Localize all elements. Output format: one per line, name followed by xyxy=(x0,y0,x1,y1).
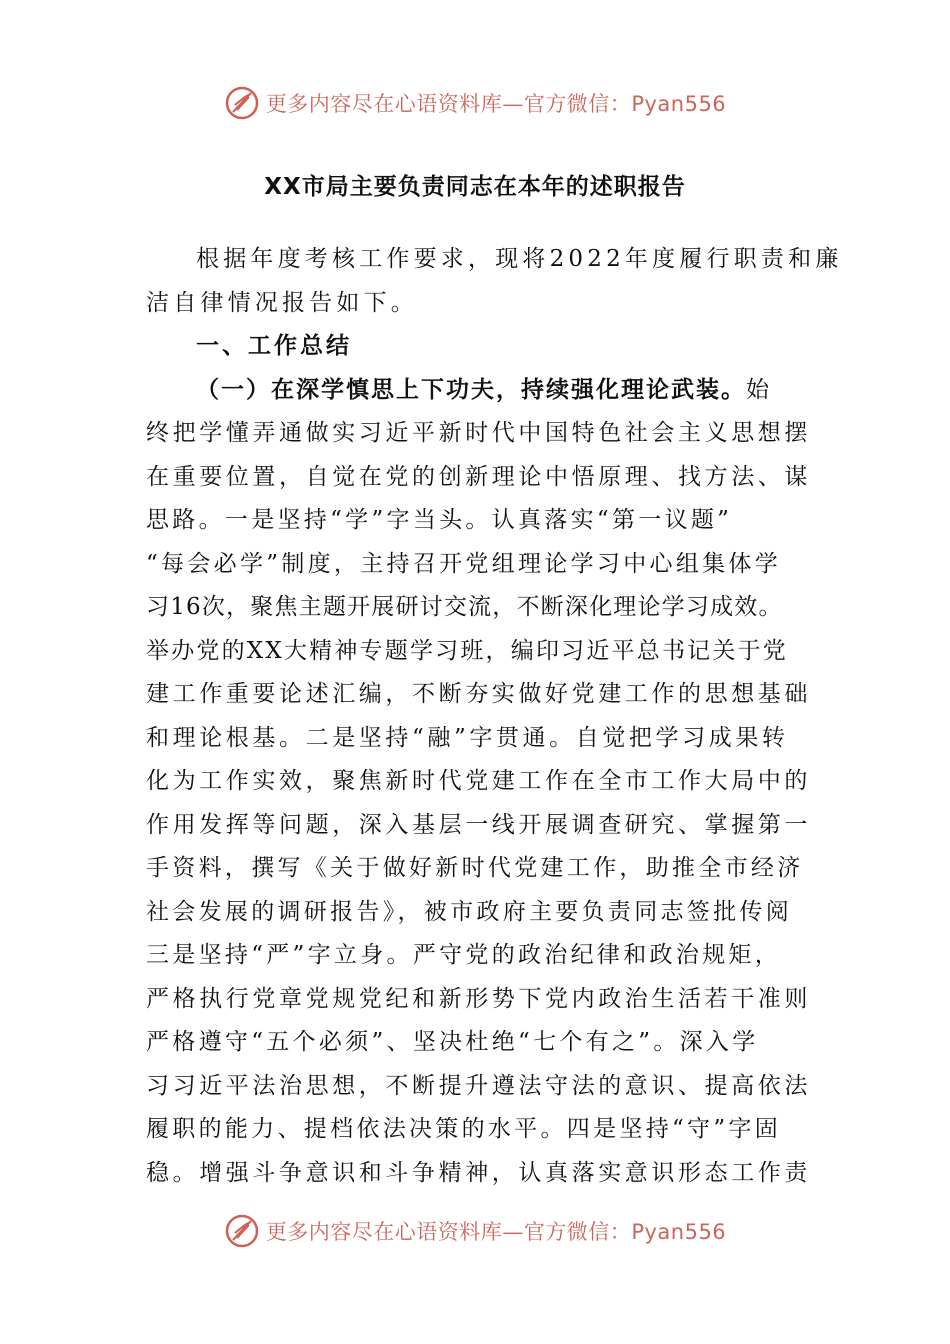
subsection-line xyxy=(146,369,806,413)
banner-dash: — xyxy=(502,1220,524,1244)
banner-handle: Pyan556 xyxy=(631,1220,727,1244)
paragraph-line: 习16次，聚焦主题开展研讨交流，不断深化理论学习成效。 xyxy=(146,594,783,620)
banner-handle: Pyan556 xyxy=(631,92,727,116)
paragraph-line: 思路。一是坚持“学”字当头。认真落实“第一议题” xyxy=(146,507,733,533)
paragraph-line: 举办党的XX大精神专题学习班，编印习近平总书记关于党 xyxy=(146,637,788,664)
footer-banner xyxy=(0,1206,950,1256)
subsection-heading: （一）在深学慎思上下功夫，持续强化理论武装。 xyxy=(196,376,746,403)
banner-text xyxy=(266,1216,726,1246)
banner-sub: 官方微信： xyxy=(523,92,632,116)
paragraph-line: 严格遵守“五个必须”、坚决杜绝“七个有之”。深入学 xyxy=(146,1029,759,1055)
paragraph-line: 习习近平法治思想，不断提升遵法守法的意识、提高依法 xyxy=(146,1072,811,1099)
section-heading: 一、工作总结 xyxy=(196,333,352,359)
document-body xyxy=(146,238,843,1195)
paragraph-line: 根据年度考核工作要求，现将2022年度履行职责和廉 xyxy=(196,246,843,272)
quill-logo-icon xyxy=(224,1213,260,1249)
paragraph-line: 化为工作实效，聚焦新时代党建工作在全市工作大局中的 xyxy=(146,768,811,794)
header-banner xyxy=(0,78,950,128)
paragraph-line: 稳。增强斗争意识和斗争精神，认真落实意识形态工作责 xyxy=(146,1159,811,1186)
paragraph-line: 三是坚持“严”字立身。严守党的政治纪律和政治规矩， xyxy=(146,942,782,968)
banner-dash: — xyxy=(502,92,524,116)
paragraph-line: 和理论根基。二是坚持“融”字贯通。自觉把学习成果转 xyxy=(146,724,789,751)
paragraph-line: 社会发展的调研报告》，被市政府主要负责同志签批传阅 xyxy=(146,898,792,925)
paragraph-line: 履职的能力、提档依法决策的水平。四是坚持“守”字固 xyxy=(146,1116,782,1142)
quill-logo-icon xyxy=(224,85,260,121)
paragraph-line: “每会必学”制度，主持召开党组理论学习中心组集体学 xyxy=(146,550,782,577)
banner-main: 更多内容尽在心语资料库 xyxy=(265,92,503,116)
banner-main: 更多内容尽在心语资料库 xyxy=(265,1220,503,1244)
paragraph-line: 终把学懂弄通做实习近平新时代中国特色社会主义思想摆 xyxy=(146,420,811,446)
banner-sub: 官方微信： xyxy=(523,1220,632,1244)
paragraph-line: 建工作重要论述汇编，不断夯实做好党建工作的思想基础 xyxy=(146,681,811,707)
paragraph-line: 作用发挥等问题，深入基层一线开展调查研究、掌握第一 xyxy=(146,811,811,838)
paragraph-line: 洁自律情况报告如下。 xyxy=(146,289,418,316)
paragraph-text: 始 xyxy=(746,376,772,403)
banner-text xyxy=(266,88,726,118)
document-title: XX市局主要负责同志在本年的述职报告 xyxy=(264,174,686,200)
paragraph-line: 在重要位置，自觉在党的创新理论中悟原理、找方法、谋 xyxy=(146,463,811,490)
paragraph-line: 手资料，撰写《关于做好新时代党建工作，助推全市经济 xyxy=(146,855,804,881)
paragraph-line: 严格执行党章党规党纪和新形势下党内政治生活若干准则 xyxy=(146,985,811,1012)
